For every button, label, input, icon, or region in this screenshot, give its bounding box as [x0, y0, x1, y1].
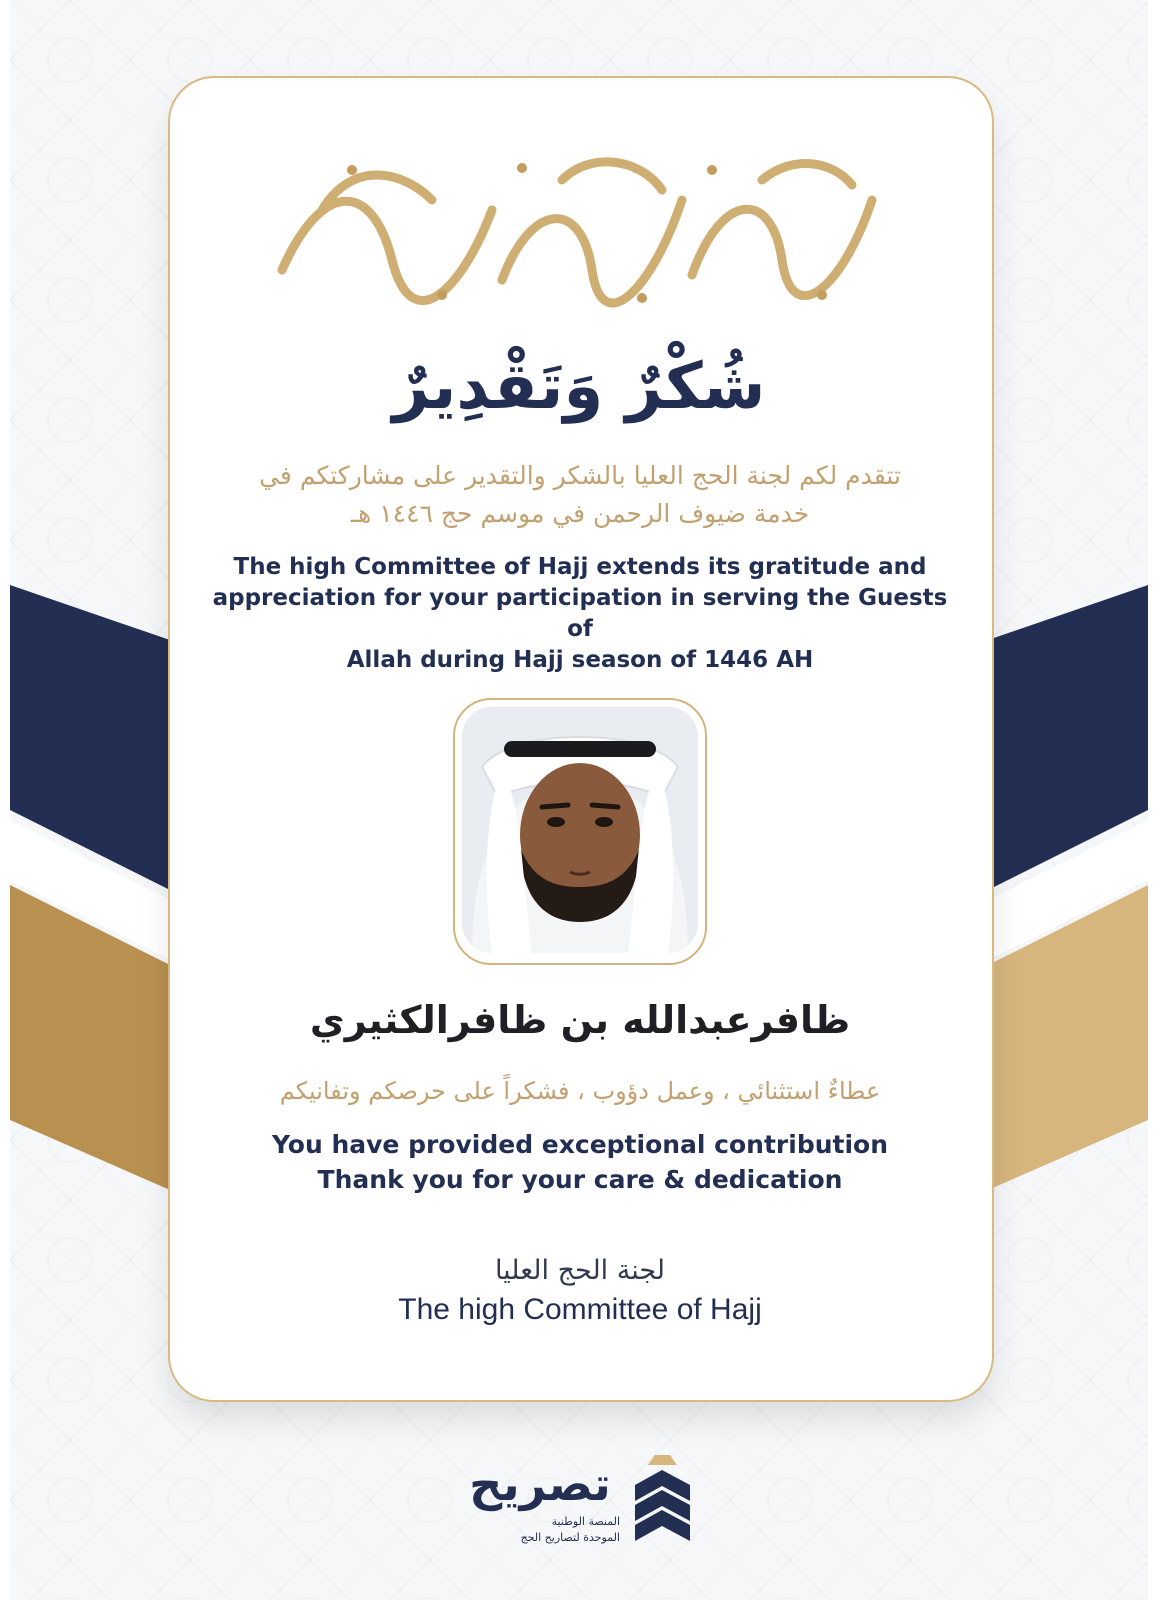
calligraphy-ornament	[262, 140, 898, 310]
intro-arabic-line-1: تتقدم لكم لجنة الحج العليا بالشكر والتقدير على مشاركتكم في	[259, 461, 901, 490]
intro-english-line-1: The high Committee of Hajj extends its gratitude and	[233, 554, 927, 580]
recipient-name: ظافرعبدالله بن ظافرالكثيري	[309, 998, 851, 1042]
signature-arabic: لجنة الحج العليا	[494, 1255, 666, 1286]
logo-subtitle-1: المنصة الوطنية	[551, 1515, 620, 1528]
intro-english-line-3: Allah during Hajj season of 1446 AH	[346, 647, 814, 673]
thanks-english-line-2: Thank you for your care & dedication	[317, 1165, 843, 1194]
intro-english	[200, 552, 960, 676]
logo-wordmark: تصريح	[469, 1457, 611, 1511]
intro-arabic-line-2: خدمة ضيوف الرحمن في موسم حج ١٤٤٦ هـ	[350, 499, 810, 528]
portrait-illustration	[462, 707, 698, 953]
thanks-english-line-1: You have provided exceptional contribution	[271, 1130, 889, 1159]
intro-english-line-2: appreciation for your participation in serving the Guests of	[212, 585, 948, 642]
logo-subtitle-2: الموحدة لتصاريح الحج	[520, 1531, 620, 1544]
recipient-photo	[462, 707, 698, 953]
kaaba-chevron-icon	[625, 1455, 700, 1545]
thanks-english	[200, 1127, 960, 1197]
page-title: شُكْرٌ وَتَقْدِيرٌ	[392, 350, 766, 424]
thanks-arabic: عطاءٌ استثنائي ، وعمل دؤوب ، فشكراً على حرصكم وتفانيكم	[279, 1077, 881, 1105]
signature-english: The high Committee of Hajj	[398, 1293, 762, 1326]
calligraphy-header	[262, 140, 898, 310]
tasreeh-logo	[460, 1455, 710, 1555]
intro-arabic	[230, 457, 930, 533]
